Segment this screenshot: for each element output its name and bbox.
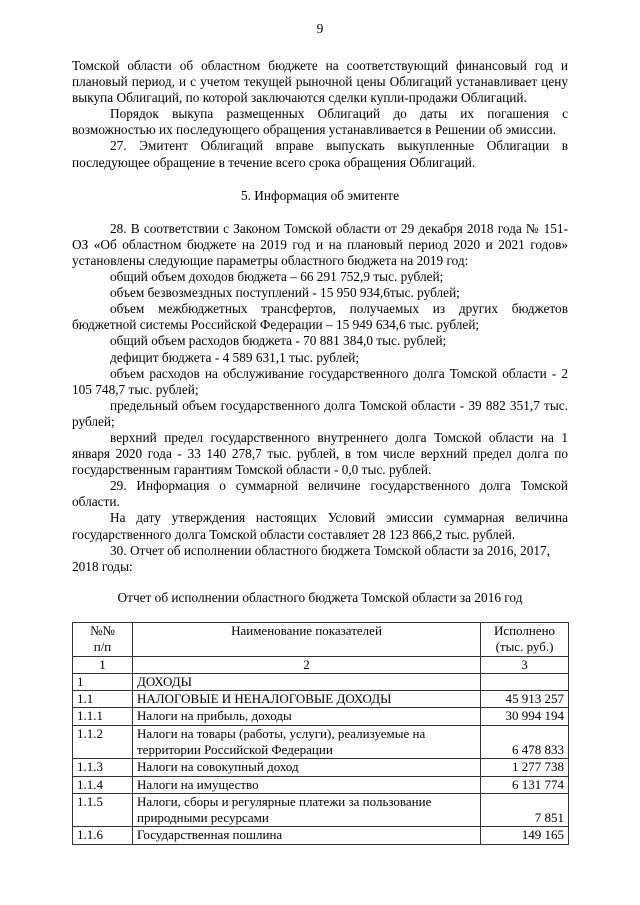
- row-executed-value-cell: 6 478 833: [481, 725, 569, 759]
- paragraph-28: 28. В соответствии с Законом Томской области от 29 декабря 2018 года № 151-ОЗ «Об областном бюджете на 2019 год и на плановый период 2020 и 2021 годов» установлены следующие параметры областного бюджета на 2019 год:: [72, 220, 568, 268]
- budget-item-deficit: дефицит бюджета - 4 589 631,1 тыс. рублей;: [110, 349, 360, 365]
- row-indicator-name-cell: Государственная пошлина: [133, 827, 481, 844]
- row-number-cell: 1.1.3: [73, 759, 133, 776]
- column-index-2: 2: [133, 656, 481, 673]
- table-column-numbering-row: [73, 656, 569, 673]
- column-index-1: 1: [73, 656, 133, 673]
- row-indicator-name-cell: Налоги на совокупный доход: [133, 759, 481, 776]
- spacer: [72, 171, 568, 188]
- table-body: [73, 673, 569, 844]
- row-executed-value-cell: 149 165: [481, 827, 569, 844]
- column-header-number-line1: №№: [90, 622, 115, 638]
- table-row: [73, 776, 569, 793]
- column-index-3: 3: [481, 656, 569, 673]
- table-row: [73, 725, 569, 759]
- paragraph-29: 29. Информация о суммарной величине государственного долга Томской области.: [72, 478, 568, 510]
- row-indicator-name-cell: Налоги на прибыль, доходы: [133, 708, 481, 725]
- table-header: [73, 622, 569, 673]
- column-header-indicator-name: Наименование показателей: [133, 622, 481, 656]
- table-header-row: [73, 622, 569, 656]
- row-executed-value-cell: 7 851: [481, 793, 569, 827]
- document-body: [72, 58, 568, 845]
- table-row: [73, 759, 569, 776]
- budget-item-total-expenditure: общий объем расходов бюджета - 70 881 384,0 тыс. рублей;: [110, 333, 447, 349]
- row-number-cell: 1.1.4: [73, 776, 133, 793]
- budget-item-gratuitous-receipts: объем безвозмездных поступлений - 15 950 934,6тыс. рублей;: [110, 285, 460, 301]
- section-heading-issuer-info: 5. Информация об эмитенте: [240, 187, 400, 203]
- paragraph-27: 27. Эмитент Облигаций вправе выпускать выкупленные Облигации в последующее обращение в течение всего срока обращения Облигаций.: [72, 138, 568, 170]
- row-executed-value-cell: 1 277 738: [481, 759, 569, 776]
- budget-item-debt-servicing: объем расходов на обслуживание государственного долга Томской области - 2 105 748,7 тыс. рублей;: [72, 365, 568, 397]
- table-row: [73, 827, 569, 844]
- table-row: [73, 708, 569, 725]
- spacer: [72, 204, 568, 221]
- row-executed-value-cell: 6 131 774: [481, 776, 569, 793]
- paragraph-29-detail: На дату утверждения настоящих Условий эмиссии суммарная величина государственного долга Томской области составляет 28 123 866,2 тыс. рублей.: [72, 510, 568, 542]
- row-number-cell: 1.1.2: [73, 725, 133, 759]
- row-indicator-name-cell: НАЛОГОВЫЕ И НЕНАЛОГОВЫЕ ДОХОДЫ: [133, 691, 481, 708]
- row-number-cell: 1.1.5: [73, 793, 133, 827]
- budget-item-upper-debt-limit: верхний предел государственного внутреннего долга Томской области на 1 января 2020 года - 33 140 278,7 тыс. рублей, в том числе верхний предел долга по государственным гарантиям Томской области - 0,0 тыс. рублей.: [72, 429, 568, 478]
- row-number-cell: 1.1.6: [73, 827, 133, 844]
- row-executed-value-cell: 30 994 194: [481, 708, 569, 725]
- row-number-cell: 1.1.1: [73, 708, 133, 725]
- row-executed-value-cell: [481, 673, 569, 690]
- row-number-cell: 1.1: [73, 691, 133, 708]
- row-indicator-name-cell: ДОХОДЫ: [133, 673, 481, 690]
- column-header-number: [73, 622, 133, 656]
- row-executed-value-cell: 45 913 257: [481, 691, 569, 708]
- budget-item-debt-limit: предельный объем государственного долга Томской области - 39 882 351,7 тыс. рублей;: [72, 397, 568, 429]
- paragraph-redemption-order: Порядок выкупа размещенных Облигаций до даты их погашения с возможностью их последующего обращения устанавливается в Решении об эмиссии.: [72, 106, 568, 138]
- row-indicator-name-cell: Налоги на товары (работы, услуги), реализуемые на территории Российской Федерации: [133, 725, 481, 759]
- table-row: [73, 793, 569, 827]
- table-row: [73, 691, 569, 708]
- row-indicator-name-cell: Налоги, сборы и регулярные платежи за пользование природными ресурсами: [133, 793, 481, 827]
- paragraph-continuation: Томской области об областном бюджете на соответствующий финансовый год и плановый период, и с учетом текущей рыночной цены Облигаций устанавливает цену выкупа Облигаций, по которой заключаются сделки купли-продажи Облигаций.: [72, 58, 568, 106]
- budget-item-interbudget-transfers: объем межбюджетных трансфертов, получаемых из других бюджетов бюджетной системы Российской Федерации – 15 949 634,6 тыс. рублей;: [72, 301, 568, 333]
- budget-item-total-revenue: общий объем доходов бюджета – 66 291 752,9 тыс. рублей;: [110, 269, 444, 285]
- table-caption: Отчет об исполнении областного бюджета Томской области за 2016 год: [117, 589, 523, 605]
- spacer: [72, 575, 568, 590]
- column-header-executed: [481, 622, 569, 656]
- row-indicator-name-cell: Налоги на имущество: [133, 776, 481, 793]
- column-header-number-line2: п/п: [93, 639, 112, 655]
- column-header-executed-line1: Исполнено: [493, 622, 556, 638]
- table-row: [73, 673, 569, 690]
- paragraph-30: 30. Отчет об исполнении областного бюджета Томской области за 2016, 2017, 2018 годы:: [72, 542, 550, 574]
- column-header-executed-line2: (тыс. руб.): [495, 639, 554, 655]
- budget-report-table: [72, 622, 569, 845]
- page-number: 9: [316, 21, 324, 36]
- row-number-cell: 1: [73, 673, 133, 690]
